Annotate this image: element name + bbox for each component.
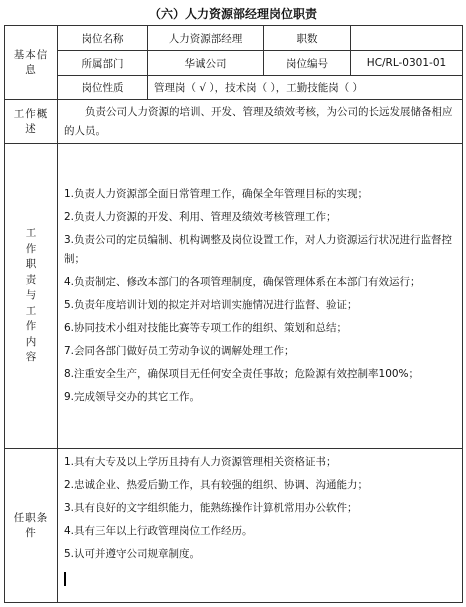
duty-item: 6.协同技术小组对技能比赛等专项工作的组织、策划和总结； bbox=[64, 322, 348, 334]
duties-label-char: 作 bbox=[25, 242, 37, 255]
position-category-options[interactable]: 管理岗（ √ ），技术岗（ ），工勤技能岗（ ） bbox=[148, 76, 463, 100]
position-code-label: 岗位编号 bbox=[264, 51, 351, 76]
duties-label-char: 工 bbox=[25, 304, 37, 317]
duties-label-char: 作 bbox=[25, 320, 37, 333]
duties-label-char: 容 bbox=[25, 351, 37, 364]
department-label: 所属部门 bbox=[58, 51, 148, 76]
basic-info-row-3 bbox=[5, 76, 463, 100]
qualification-item: 4.具有三年以上行政管理岗位工作经历。 bbox=[64, 525, 253, 537]
position-name-value[interactable]: 人力资源部经理 bbox=[148, 26, 264, 51]
duties-label-char: 与 bbox=[25, 289, 37, 302]
qualifications-label: 任职条件 bbox=[5, 449, 58, 603]
position-code-value[interactable]: HC/RL-0301-01 bbox=[351, 51, 463, 76]
duty-item: 4.负责制定、修改本部门的各项管理制度，确保管理体系在本部门有效运行； bbox=[64, 276, 421, 288]
department-value[interactable]: 华诚公司 bbox=[148, 51, 264, 76]
text-cursor-line[interactable] bbox=[64, 568, 456, 591]
duty-item: 2.负责人力资源的开发、利用、管理及绩效考核管理工作； bbox=[64, 211, 337, 223]
duties-label-char: 内 bbox=[25, 335, 37, 348]
qualification-item: 2.忠诚企业、热爱后勤工作，具有较强的组织、协调、沟通能力； bbox=[64, 479, 369, 491]
qualifications-list bbox=[58, 449, 463, 603]
duty-item: 9.完成领导交办的其它工作。 bbox=[64, 391, 201, 403]
headcount-label: 职数 bbox=[264, 26, 351, 51]
duties-items bbox=[64, 181, 456, 411]
document-title: （六）人力资源部经理岗位职责 bbox=[148, 7, 317, 21]
duties-label-stack bbox=[11, 226, 51, 366]
qualification-item: 5.认可并遵守公司规章制度。 bbox=[64, 548, 201, 560]
basic-info-row-1 bbox=[5, 26, 463, 51]
duties-list bbox=[58, 144, 463, 449]
qualifications-items bbox=[64, 449, 456, 568]
overview-row bbox=[5, 100, 463, 144]
qualification-item: 3.具有良好的文字组织能力，能熟练操作计算机常用办公软件； bbox=[64, 502, 358, 514]
duty-item: 5.负责年度培训计划的拟定并对培训实施情况进行监督、验证； bbox=[64, 299, 358, 311]
qualification-item: 1.具有大专及以上学历且持有人力资源管理相关资格证书； bbox=[64, 456, 337, 468]
qualifications-row bbox=[5, 449, 463, 603]
basic-info-row-2 bbox=[5, 51, 463, 76]
duties-label bbox=[5, 144, 58, 449]
basic-info-label: 基本信息 bbox=[5, 26, 58, 100]
overview-text: 负责公司人力资源的培训、开发、管理及绩效考核，为公司的长远发展储备相应的人员。 bbox=[58, 100, 463, 144]
text-cursor bbox=[64, 572, 66, 586]
job-description-table bbox=[4, 25, 463, 603]
overview-label: 工作概述 bbox=[5, 100, 58, 144]
headcount-value[interactable] bbox=[351, 26, 463, 51]
duties-label-char: 职 bbox=[25, 258, 37, 271]
duties-label-char: 责 bbox=[25, 273, 37, 286]
duties-label-char: 工 bbox=[25, 227, 37, 240]
duty-item: 3.负责公司的定员编制、机构调整及岗位设置工作，对人力资源运行状况进行监督控制； bbox=[64, 234, 453, 265]
duty-item: 7.会同各部门做好员工劳动争议的调解处理工作； bbox=[64, 345, 295, 357]
duties-row bbox=[5, 144, 463, 449]
position-category-label: 岗位性质 bbox=[58, 76, 148, 100]
duty-item: 1.负责人力资源部全面日常管理工作，确保全年管理目标的实现； bbox=[64, 188, 369, 200]
position-name-label: 岗位名称 bbox=[58, 26, 148, 51]
duty-item: 8.注重安全生产，确保项目无任何安全责任事故；危险源有效控制率100%； bbox=[64, 368, 420, 380]
